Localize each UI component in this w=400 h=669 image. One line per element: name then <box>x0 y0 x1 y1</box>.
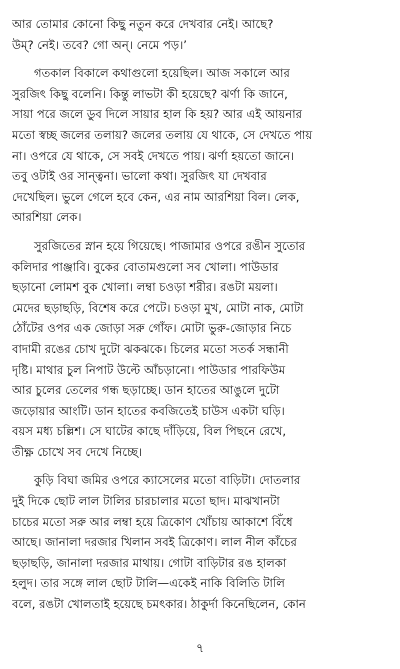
text-line: কলিদার পাঞ্জাবি। বুকের বোতামগুলো সব খোলা। পাউডার <box>12 259 279 274</box>
text-line: দৃষ্টি। মাথার চুল নিপাট উল্টে আঁচড়ানো। পাউডার পারফিউম <box>12 362 286 377</box>
text-line: চাচের মতো সরু আর লম্বা হয়ে ত্রিকোণ খোঁচায় আকাশে বিঁধে <box>12 514 293 529</box>
text-line: মেদের ছড়াছড়ি, বিশেষ করে পেটে। চওড়া মুখ, মোটা নাক, মোটা <box>12 300 304 315</box>
text-line: আরশিয়া লেক। <box>12 210 82 225</box>
text-line: দেখেছিল। ভুলে গেলে হবে কেন, এর নাম আরশিয়া বিল। লেক, <box>12 189 300 204</box>
text-line: ঠোঁটের ওপর এক জোড়া সরু গোঁফ। মোটা ভুরু-জোড়ার নিচে <box>12 321 292 336</box>
text-line: দুই দিকে ছোট লাল টালির চারচালার মতো ছাদ। মাঝখানটা <box>12 494 280 509</box>
text-line: জড়োয়ার আংটি। ডান হাতের কবজিতেই চাউস একটা ঘড়ি। <box>12 403 285 418</box>
text-line: সায়া পরে জলে ডুব দিলে সায়ার হাল কি হয়? আর এই আয়নার <box>12 107 302 122</box>
text-line: বাদামী রঙের চোখ দুটো ঝকঝকে। চিলের মতো সতর্ক সন্ধানী <box>12 341 289 356</box>
text-line: আর তোমার কোনো কিছু নতুন করে দেখবার নেই। আছে? <box>12 17 274 31</box>
text-line: তীক্ষ্ণ চোখে সব দেখে নিচ্ছে। <box>12 444 143 459</box>
text-line: উম্? নেই। তবে? গো অন্। নেমে পড়।’ <box>12 37 187 52</box>
paragraph-3 <box>12 236 386 463</box>
paragraph-2 <box>12 63 386 228</box>
text-line: আছে। জানালা দরজার খিলান সবই ত্রিকোণ। লাল নীল কাঁচের <box>12 535 297 550</box>
text-line: বয়স মধ্য চল্লিশ। সে ঘাটের কাছে দাঁড়িয়ে, বিল পিছনে রেখে, <box>12 424 287 439</box>
text-line: বলে, রঙটা খোলতাই হয়েছে চমৎকার। ঠাকুর্দা কিনেছিলেন, কোন <box>12 597 306 612</box>
text-line: আর চুলের তেলের গন্ধ ছড়াচ্ছে। ডান হাতের আঙুলে দুটো <box>12 383 280 398</box>
text-line: হলুদ। তার সঙ্গে লাল ছোট টালি—একেই নাকি বিলিতি টালি <box>12 576 285 591</box>
page-number: ৭ <box>196 641 204 655</box>
text-line: তবু ওটাই ওর সান্ত্বনা। ভালো কথা। সুরজিৎ যা দেখবার <box>12 169 267 184</box>
paragraph-4 <box>12 470 386 614</box>
paragraph-1 <box>12 14 386 55</box>
text-line: সুরজিতের স্নান হয়ে গিয়েছে। পাজামার ওপরে রঙীন সুতোর <box>34 238 306 253</box>
text-line: ছড়াছড়ি, জানালা দরজার মাথায়। গোটা বাড়িটার রঙ হালকা <box>12 555 287 570</box>
text-line: মতো স্বচ্ছ জলের তলায়? জলের তলায় যে থাকে, সে দেখতে পায় <box>12 127 313 142</box>
text-line: সুরজিৎ কিছু বলেনি। কিন্তু লাভটা কী হয়েছে? ঝর্ণা কি জানে, <box>12 86 288 101</box>
text-line: গতকাল বিকালে কথাগুলো হয়েছিল। আজ সকালে আর <box>34 66 290 81</box>
text-line: ছড়ানো লোমশ বুক খোলা। লম্বা চওড়া শরীর। রঙটা ময়লা। <box>12 280 278 295</box>
text-line: না। ওপরে যে থাকে, সে সবই দেখতে পায়। ঝর্ণা হয়তো জানে। <box>12 148 295 163</box>
text-line: কুড়ি বিঘা জমির ওপরে ক্যাসেলের মতো বাড়িটা। দোতলার <box>34 473 301 488</box>
